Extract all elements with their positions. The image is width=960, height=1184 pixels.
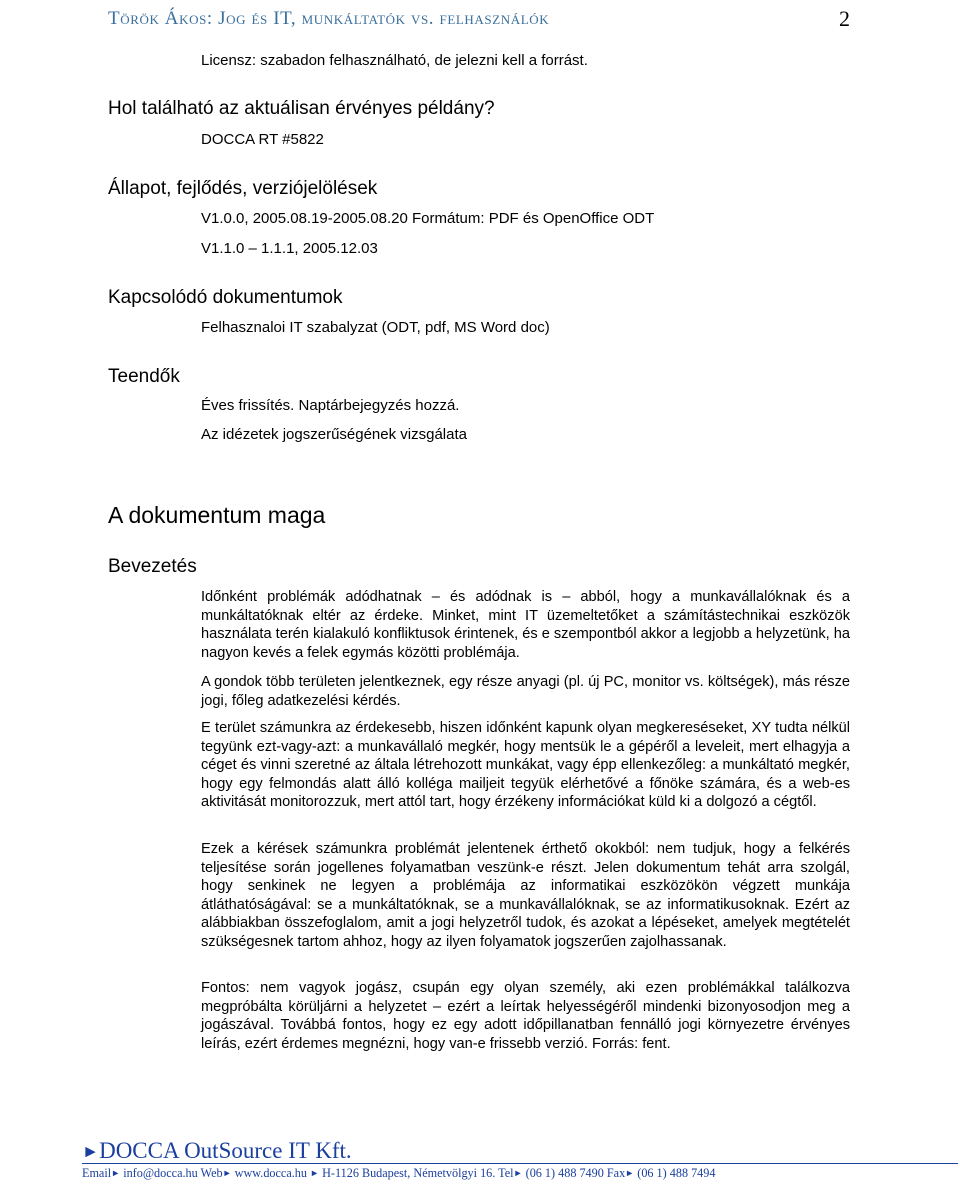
document-heading: A dokumentum maga <box>108 502 326 528</box>
footer-tel-label: Tel <box>498 1166 514 1180</box>
status-heading: Állapot, fejlődés, verziójelölések <box>108 178 378 199</box>
running-title: Török Ákos: Jog és IT, munkáltatók vs. felhasználók <box>108 8 550 29</box>
footer-email-label: Email <box>82 1166 112 1180</box>
intro-paragraph-3: E terület számunkra az érdekesebb, hiszen időnként kapunk olyan megkereséseket, XY tudta nélkül tegyünk ezt-vagy-azt: a munkavállaló megkér, hogy mentsük le a gépéről a leveleit, mert elhagyja a céget és vinni szeretné az általa létrehozott munkákat, vagy épp ellenkezőleg: a munkáltató megkér, hogy egy felmondás alatt álló kolléga mailjeit tegyük elérhetővé a főnöke számára, és a web-es aktivitását monitorozzuk, mert attól tart, hogy érzékeny információkat küld ki a dolgozó a cégtől. <box>201 720 850 810</box>
intro-paragraph-4: Ezek a kérések számunkra problémát jelentenek érthető okokból: nem tudjuk, hogy a felkérés teljesítése során jogellenes folyamatban veszünk-e részt. Jelen dokumentum tehát arra szolgál, hogy senkinek ne legyen a problémája az informatikai eszközökön végzett munkája átláthatóságával: se a munkáltatóknak, se a munkavállalóknak, se az informatikusoknak. Ezért az alábbiakban összefoglalom, amit a jogi helyzetről tudok, és azokat a lépéseket, amelyek megtételét szükségesnek tartom ahhoz, hogy az ilyen folyamatok jogszerűen zajolhassanak. <box>201 841 850 950</box>
valid-copy-value: DOCCA RT #5822 <box>201 131 324 148</box>
arrow-right-icon: ► <box>222 1168 232 1178</box>
intro-heading: Bevezetés <box>108 556 197 577</box>
license-text: Licensz: szabadon felhasználható, de jelezni kell a forrást. <box>201 52 588 69</box>
footer-divider <box>82 1163 958 1164</box>
related-docs-value: Felhasznaloi IT szabalyzat (ODT, pdf, MS Word doc) <box>201 319 550 336</box>
footer-email-link[interactable]: info@docca.hu <box>123 1166 198 1180</box>
todo-heading: Teendők <box>108 366 180 387</box>
intro-paragraph-5: Fontos: nem vagyok jogász, csupán egy olyan személy, aki ezen problémákkal találkozva megpróbálta körüljárni a helyzetet – ezért a leírtak helyességéről mindenki bizonyosodjon meg a jogászával. Továbbá fontos, hogy ez egy adott időpillanatban fennálló jogi környezetre érvényes leírás, ezért érdemes megnézni, hogy van-e frissebb verzió. Forrás: fent. <box>201 980 850 1052</box>
footer-contact-line <box>82 1166 715 1181</box>
intro-paragraph-2: A gondok több területen jelentkeznek, egy része anyagi (pl. új PC, monitor vs. költségek), más része jogi, főleg adatkezelési kérdés. <box>201 674 850 709</box>
arrow-right-icon: ► <box>625 1168 635 1178</box>
intro-paragraph-1: Időnként problémák adódhatnak – és adódnak is – abból, hogy a munkavállalóknak és a munkáltatóknak eltér az érdeke. Minket, mint IT üzemeltetőket a számítástechnikai eszközök használata terén kialakuló konfliktusok érintenek, és e szempontból akkor a legjobb a helyzetünk, ha nagyon kevés a felek egymás közötti problémája. <box>201 589 851 661</box>
footer-fax: (06 1) 488 7494 <box>637 1166 716 1180</box>
arrow-right-icon: ► <box>82 1142 100 1161</box>
arrow-right-icon: ► <box>310 1168 320 1178</box>
todo-line-1: Éves frissítés. Naptárbejegyzés hozzá. <box>201 397 460 414</box>
running-header <box>108 8 850 30</box>
footer-address: H-1126 Budapest, Németvölgyi 16. <box>322 1166 496 1180</box>
related-docs-heading: Kapcsolódó dokumentumok <box>108 287 343 308</box>
footer-fax-label: Fax <box>606 1166 626 1180</box>
page-number: 2 <box>839 6 850 31</box>
arrow-right-icon: ► <box>111 1168 121 1178</box>
footer-company-name: DOCCA OutSource IT Kft. <box>99 1138 352 1163</box>
todo-line-2: Az idézetek jogszerűségének vizsgálata <box>201 426 467 443</box>
footer-web-link[interactable]: www.docca.hu <box>234 1166 307 1180</box>
footer-company <box>82 1138 352 1164</box>
valid-copy-heading: Hol található az aktuálisan érvényes példány? <box>108 98 495 119</box>
version-line-1: V1.0.0, 2005.08.19-2005.08.20 Formátum: PDF és OpenOffice ODT <box>201 210 655 227</box>
arrow-right-icon: ► <box>513 1168 523 1178</box>
version-line-2: V1.1.0 – 1.1.1, 2005.12.03 <box>201 240 378 257</box>
footer-tel: (06 1) 488 7490 <box>525 1166 604 1180</box>
footer-web-label: Web <box>200 1166 223 1180</box>
